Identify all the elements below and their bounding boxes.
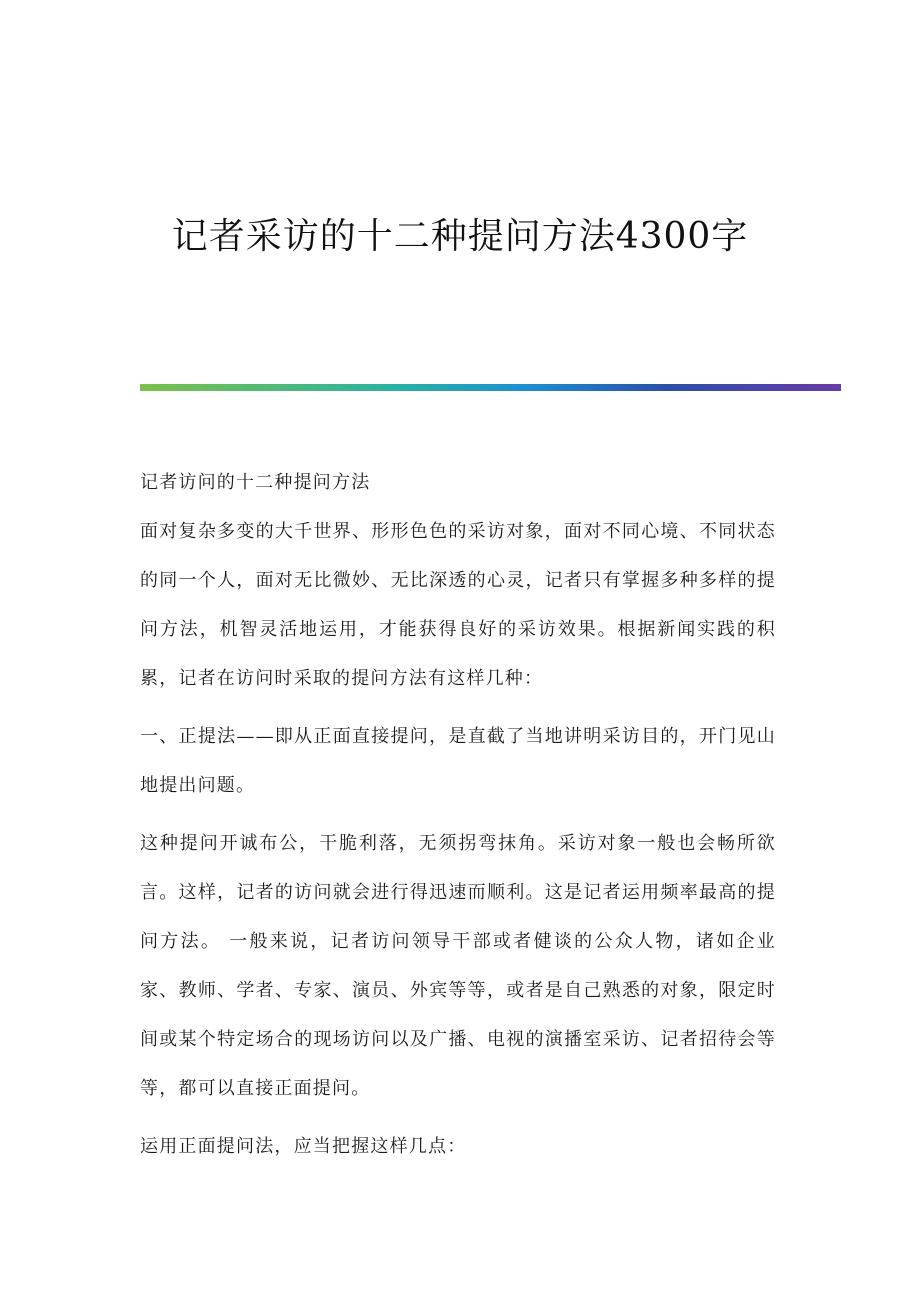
paragraph-key-points: 运用正面提问法，应当把握这样几点： (140, 1136, 467, 1157)
title-divider (140, 384, 841, 391)
page-title: 记者采访的十二种提问方法4300字 (171, 216, 749, 257)
paragraph-intro: 面对复杂多变的大千世界、形形色色的采访对象，面对不同心境、不同状态的同一个人，面对无比微妙、无比深透的心灵，记者只有掌握多种多样的提问方法，机智灵活地运用，才能获得良好的采访效果。根据新闻实践的积累，记者在访问时采取的提问方法有这样几种： (140, 521, 776, 689)
paragraph-method-one: 一、正提法——即从正面直接提问，是直截了当地讲明采访目的，开门见山地提出问题。 (140, 726, 776, 796)
article-body (140, 468, 776, 1181)
section-heading: 记者访问的十二种提问方法 (140, 472, 371, 493)
paragraph-method-one-detail: 这种提问开诚布公，干脆利落，无须拐弯抹角。采访对象一般也会畅所欲言。这样，记者的访问就会进行得迅速而顺利。这是记者运用频率最高的提问方法。 一般来说，记者访问领导干部或者健谈的公众人物，诸如企业家、教师、学者、专家、演员、外宾等等，或者是自己熟悉的对象，限定时间或某个特定场合的现场访问以及广播、电视的演播室采访、记者招待会等等，都可以直接正面提问。 (140, 833, 776, 1099)
